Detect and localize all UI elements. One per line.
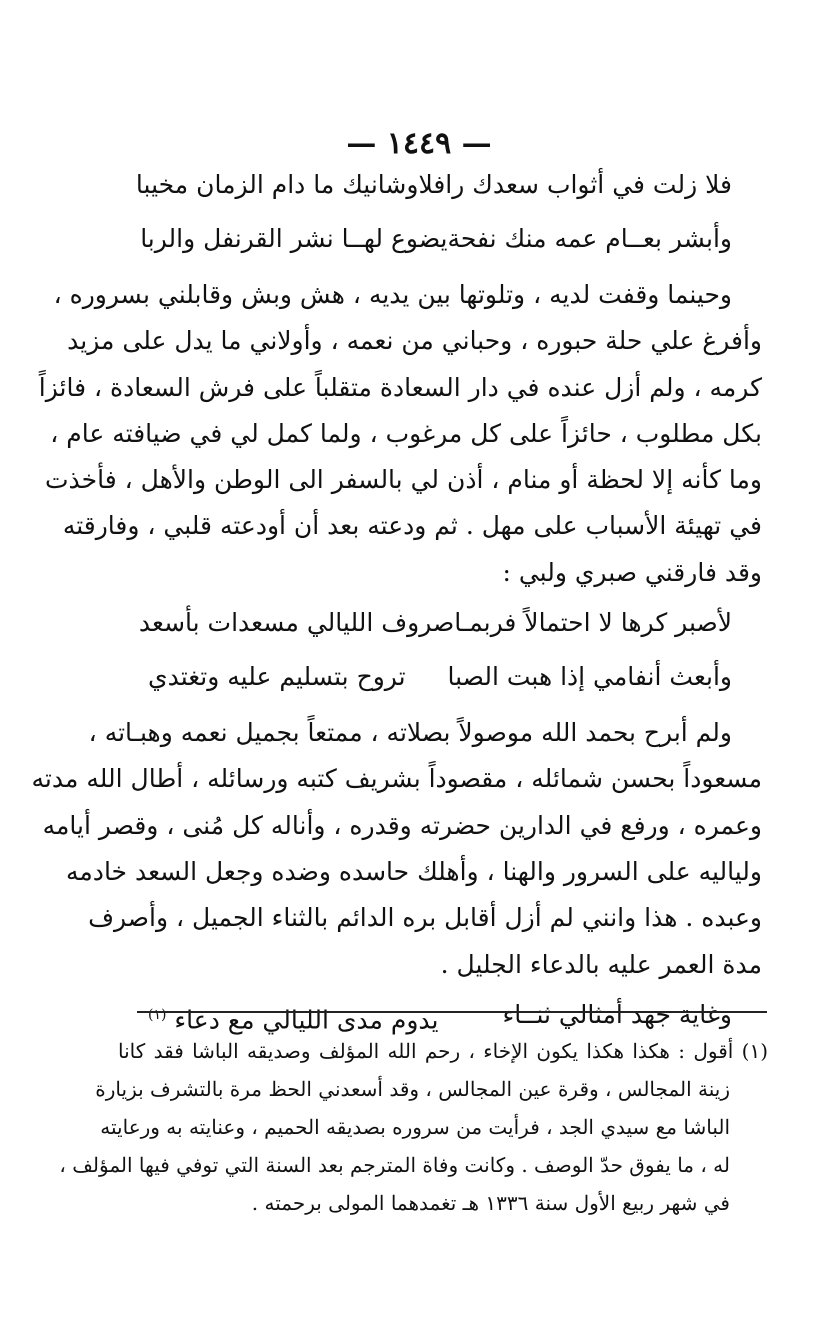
footnote-line: الباشا مع سيدي الجد ، فرأيت من سروره بصديقه الحميم ، وعنايته به ورعايته bbox=[100, 1115, 730, 1139]
verse-hemistich-left-text: يدوم مدى الليالي مع دعاء bbox=[174, 1005, 439, 1035]
paragraph-line: وحينما وقفت لديه ، وتلوتها بين يديه ، هش وبش وقابلني بسروره ، bbox=[53, 280, 732, 309]
footnote-marker[interactable]: (١) bbox=[148, 1006, 167, 1023]
verse-line bbox=[118, 650, 762, 704]
verse-line bbox=[118, 158, 762, 212]
paragraph-line: وعمره ، ورفع في الدارين حضرته وقدره ، وأناله كل مُنى ، وقصر أيامه bbox=[42, 810, 762, 840]
verse-hemistich-right: فلا زلت في أثواب سعدك رافلا bbox=[418, 170, 732, 199]
verse-line bbox=[118, 212, 762, 266]
paragraph-line: ولم أبرح بحمد الله موصولاً بصلاته ، ممتعاً بجميل نعمه وهبـاته ، bbox=[88, 718, 732, 748]
paragraph-line: وقد فارقني صبري ولبي : bbox=[502, 557, 762, 587]
paragraph-line: وما كأنه إلا لحظة أو منام ، أذن لي بالسفر الى الوطن والأهل ، فأخذت bbox=[45, 465, 762, 495]
verse-hemistich-right: وأبشر بعــام عمه منك نفحة bbox=[447, 224, 732, 253]
paragraph bbox=[38, 272, 762, 596]
verse-line bbox=[118, 596, 762, 650]
paragraph bbox=[31, 710, 762, 988]
footnote-line: له ، ما يفوق حدّ الوصف . وكانت وفاة المترجم بعد السنة التي توفي فيها المؤلف ، bbox=[59, 1153, 730, 1177]
paragraph-line: مسعوداً بحسن شمائله ، مقصوداً بشريف كتبه ورسائله ، أطال الله مدته bbox=[31, 764, 762, 794]
footnote-line: في شهر ربيع الأول سنة ١٣٣٦ هـ تغمدهما المولى برحمته . bbox=[251, 1191, 730, 1215]
paragraph-line: مدة العمر عليه بالدعاء الجليل . bbox=[440, 949, 762, 979]
verse-hemistich-left: يضوع لهــا نشر القرنفل والربا bbox=[140, 224, 448, 253]
verse-hemistich-left: صروف الليالي مسعدات بأسعد bbox=[138, 608, 455, 638]
paragraph-line: وعبده . هذا وانني لم أزل أقابل بره الدائم بالثناء الجميل ، وأصرف bbox=[88, 903, 762, 933]
main-text bbox=[31, 158, 762, 1042]
verse-hemistich-right: وغاية جهد أمثالي ثنــاء bbox=[502, 999, 732, 1029]
paragraph-line: بكل مطلوب ، حائزاً على كل مرغوب ، ولما كمل لي في ضيافته عام ، bbox=[50, 418, 762, 448]
footnote-line: (١) أقول : هكذا هكذا يكون الإخاء ، رحم الله المؤلف وصديقه الباشا فقد كانا bbox=[118, 1039, 768, 1063]
footnote bbox=[59, 1032, 768, 1222]
footnote-divider bbox=[137, 1011, 767, 1013]
footnote-line: زينة المجالس ، وقرة عين المجالس ، وقد أسعدني الحظ مرة بالتشرف بزيارة bbox=[95, 1077, 730, 1101]
verse-hemistich-left: وشانيك ما دام الزمان مخيبا bbox=[135, 170, 419, 199]
verse-hemistich-left: تروح بتسليم عليه وتغتدي bbox=[148, 662, 406, 692]
paragraph-line: في تهيئة الأسباب على مهل . ثم ودعته بعد أن أودعته قلبي ، وفارقته bbox=[62, 511, 762, 541]
paragraph-line: كرمه ، ولم أزل عنده في دار السعادة متقلباً على فرش السعادة ، فائزاً bbox=[38, 372, 762, 402]
page-number: — ١٤٤٩ — bbox=[346, 126, 492, 161]
paragraph-line: وأفرغ علي حلة حبوره ، وحباني من نعمه ، وأولاني ما يدل على مزيد bbox=[67, 326, 762, 356]
verse-hemistich-right: وأبعث أنفامي إذا هبت الصبا bbox=[447, 662, 732, 692]
verse-hemistich-right: لأصبر كرها لا احتمالاً فربمـا bbox=[454, 608, 732, 638]
paragraph-line: ولياليه على السرور والهنا ، وأهلك حاسده وضده وجعل السعد خادمه bbox=[66, 856, 762, 886]
